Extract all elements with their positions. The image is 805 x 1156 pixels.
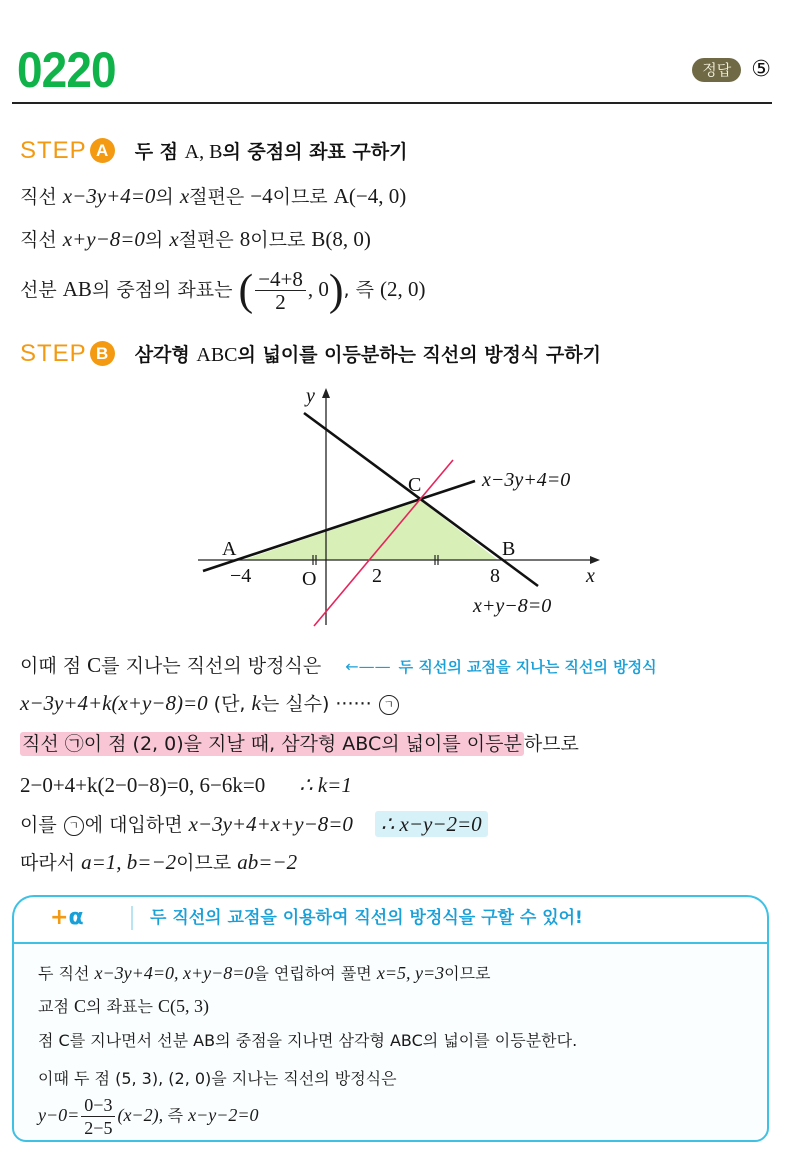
solution-line-5: 이를 ㄱ 에 대입하면 x−3y+4+x+y−8=0 ∴ x−y−2=0 [20, 811, 488, 838]
svg-text:O: O [302, 568, 317, 590]
solution-line-4: 2−0+4+k(2−0−8)=0, 6−6k=0 ∴ k=1 [20, 773, 352, 797]
step-a-badge-icon: A [90, 138, 115, 163]
step-a-line-3: 선분 AB의 중점의 좌표는 ( $\frac{-4+8}{2}$ , 0), 즉 (2, 0) [20, 265, 426, 315]
solution-line-6: 따라서 a=1, b=−2이므로 ab=−2 [20, 850, 298, 874]
step-a-line-1: 직선 x−3y+4=0의 x절편은 −4이므로 A(−4, 0) [20, 184, 407, 208]
svg-text:A: A [222, 538, 237, 560]
step-tag: STEP [20, 136, 87, 164]
marker-circle-icon: ㄱ [64, 816, 84, 836]
answer-badge: 정답 [692, 58, 741, 82]
arrow-left-icon: ←—— [345, 657, 391, 676]
y-axis-arrow-icon [322, 388, 330, 398]
step-b-title: 삼각형 ABC의 넓이를 이등분하는 직선의 방정식 구하기 [134, 344, 601, 366]
solution-line-2: x−3y+4+k(x+y−8)=0 (단, k는 실수) ······ ㄱ [20, 690, 400, 717]
step-a-header [20, 137, 407, 164]
coordinate-graph [190, 380, 630, 630]
triangle-abc-fill [243, 500, 498, 560]
header-divider [12, 102, 772, 104]
problem-number: 0220 [17, 42, 116, 98]
svg-text:x+y−8=0: x+y−8=0 [473, 595, 552, 617]
svg-text:8: 8 [490, 565, 500, 587]
answer-value: ⑤ [751, 57, 771, 82]
svg-text:y: y [306, 385, 315, 407]
step-b-header [20, 340, 601, 367]
tip-line-3: 점 C를 지나면서 선분 AB의 중점을 지나면 삼각형 ABC의 넓이를 이등분한다. [38, 1031, 578, 1050]
svg-text:B: B [502, 538, 516, 560]
tip-line-4: 이때 두 점 (5, 3), (2, 0)을 지나는 직선의 방정식은 [38, 1069, 397, 1088]
highlight-blue: ∴ x−y−2=0 [375, 811, 488, 837]
solution-line-1: 이때 점 C를 지나는 직선의 방정식은 ←—— 두 직선의 교점을 지나는 직선의 방정식 [20, 653, 657, 677]
marker-circle-icon: ㄱ [379, 695, 399, 715]
highlight-pink: 직선 ㉠이 점 (2, 0)을 지날 때, 삼각형 ABC의 넓이를 이등분 [22, 733, 522, 755]
answer [692, 58, 771, 82]
plus-alpha-logo-icon: +α [50, 905, 84, 930]
step-a-title: 두 점 A, B의 중점의 좌표 구하기 [134, 141, 408, 163]
step-tag: STEP [20, 339, 87, 367]
svg-text:x−3y+4=0: x−3y+4=0 [482, 469, 571, 491]
side-note: 두 직선의 교점을 지나는 직선의 방정식 [398, 658, 657, 676]
solution-line-3: 직선 ㉠이 점 (2, 0)을 지날 때, 삼각형 ABC의 넓이를 이등분 하므로 [22, 733, 579, 755]
tip-line-1: 두 직선 x−3y+4=0, x+y−8=0을 연립하여 풀면 x=5, y=3이므로 [38, 963, 491, 983]
svg-text:2: 2 [372, 565, 382, 587]
x-axis-arrow-icon [590, 556, 600, 564]
step-a-line-2: 직선 x+y−8=0의 x절편은 8이므로 B(8, 0) [20, 227, 371, 251]
tip-line-2: 교점 C의 좌표는 C(5, 3) [38, 996, 210, 1016]
step-b-badge-icon: B [90, 341, 115, 366]
tip-divider [131, 906, 133, 930]
tip-line-5: y−0= $\frac{0-3}{2-5}$ (x−2), 즉 x−y−2=0 [38, 1095, 259, 1138]
svg-text:−4: −4 [230, 565, 252, 587]
svg-text:C: C [408, 474, 422, 496]
svg-text:x: x [586, 565, 595, 587]
slope-fraction: $\frac{0-3}{2-5}$ [81, 1094, 115, 1139]
midpoint-fraction: $\frac{-4+8}{2}$ [255, 268, 306, 313]
tip-title: 두 직선의 교점을 이용하여 직선의 방정식을 구할 수 있어! [150, 908, 583, 928]
